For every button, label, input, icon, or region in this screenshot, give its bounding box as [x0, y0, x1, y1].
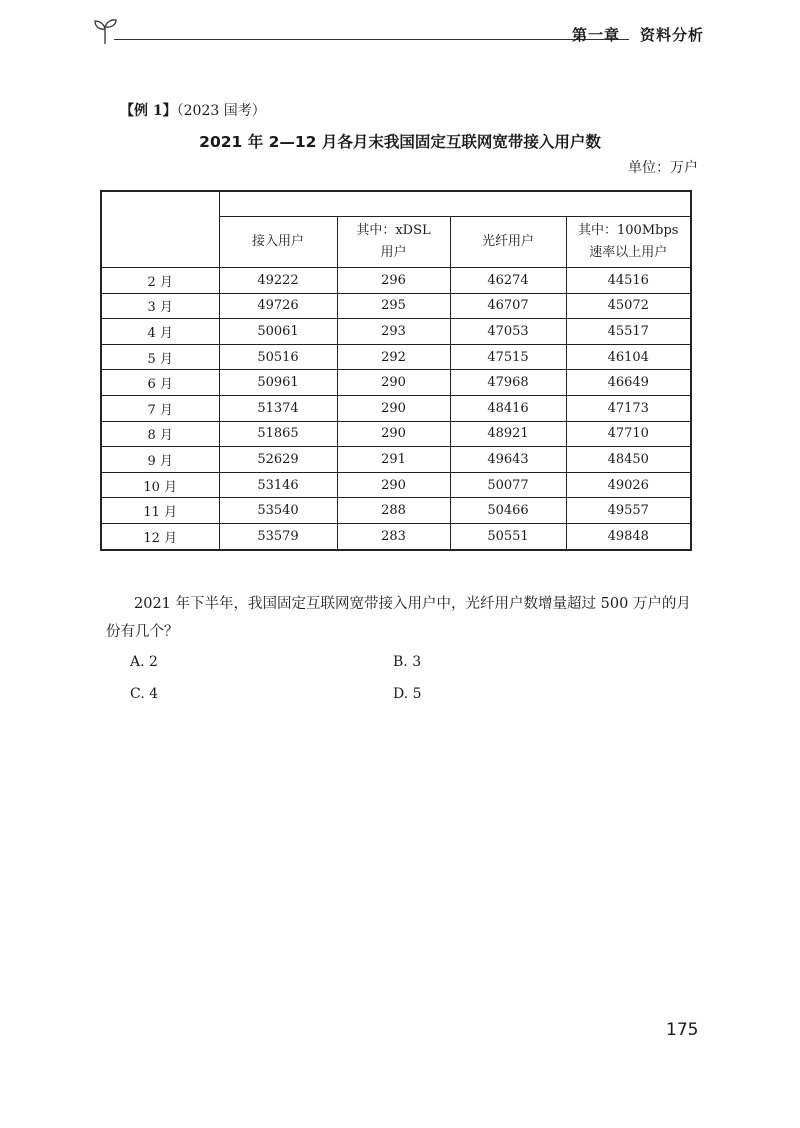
cell-fiber: 48921: [450, 421, 566, 447]
cell-xdsl: 292: [337, 344, 450, 370]
cell-fiber: 47968: [450, 370, 566, 396]
table-row: [101, 472, 691, 498]
example-source: （2023 国考）: [176, 103, 266, 119]
cell-access: 49222: [219, 268, 337, 294]
table-body: [101, 268, 691, 550]
cell-access: 53579: [219, 523, 337, 549]
cell-access: 49726: [219, 293, 337, 319]
cell-xdsl: 283: [337, 523, 450, 549]
cell-xdsl: 293: [337, 319, 450, 345]
cell-fiber: 50077: [450, 472, 566, 498]
cell-month: 6 月: [101, 370, 219, 396]
table-title: 2021 年 2—12 月各月末我国固定互联网宽带接入用户数: [199, 133, 601, 151]
cell-fiber: 46274: [450, 268, 566, 294]
cell-100mbps: 49557: [566, 498, 691, 524]
cell-100mbps: 46649: [566, 370, 691, 396]
header-100mbps: 其中：100Mbps 速率以上用户: [566, 217, 691, 268]
table-top-row: [101, 191, 691, 217]
cell-100mbps: 45072: [566, 293, 691, 319]
cell-access: 52629: [219, 447, 337, 473]
cell-fiber: 50466: [450, 498, 566, 524]
table-row: [101, 293, 691, 319]
cell-month: 12 月: [101, 523, 219, 549]
cell-fiber: 47515: [450, 344, 566, 370]
cell-xdsl: 290: [337, 421, 450, 447]
table-row: [101, 395, 691, 421]
cell-month: 11 月: [101, 498, 219, 524]
section-label: 资料分析: [639, 26, 704, 44]
cell-xdsl: 296: [337, 268, 450, 294]
option-c: C. 4: [130, 686, 159, 702]
cell-xdsl: 290: [337, 370, 450, 396]
cell-month: 2 月: [101, 268, 219, 294]
page-header: [92, 14, 704, 54]
question-text: 2021 年下半年，我国固定互联网宽带接入用户中，光纤用户数增量超过 500 万户的月份有几个？: [106, 596, 691, 640]
cell-100mbps: 49026: [566, 472, 691, 498]
page-number: 175: [666, 1020, 699, 1040]
cell-month: 7 月: [101, 395, 219, 421]
header-spanning-cell: [219, 191, 691, 217]
corner-cell: [101, 191, 219, 268]
cell-100mbps: 44516: [566, 268, 691, 294]
option-d: D. 5: [393, 686, 422, 702]
cell-month: 4 月: [101, 319, 219, 345]
header-xdsl: 其中：xDSL 用户: [337, 217, 450, 268]
cell-month: 10 月: [101, 472, 219, 498]
table-row: [101, 523, 691, 549]
header-divider: [114, 39, 629, 40]
cell-month: 8 月: [101, 421, 219, 447]
cell-access: 50061: [219, 319, 337, 345]
cell-xdsl: 290: [337, 395, 450, 421]
cell-100mbps: 47710: [566, 421, 691, 447]
cell-100mbps: 49848: [566, 523, 691, 549]
chapter-label: 第一章: [571, 26, 620, 44]
header-fiber: 光纤用户: [450, 217, 566, 268]
sprout-icon: [92, 16, 118, 46]
table-row: [101, 498, 691, 524]
cell-access: 53540: [219, 498, 337, 524]
cell-fiber: 49643: [450, 447, 566, 473]
cell-xdsl: 288: [337, 498, 450, 524]
option-a: A. 2: [130, 654, 158, 670]
option-b: B. 3: [393, 654, 422, 670]
cell-access: 53146: [219, 472, 337, 498]
data-table: [100, 190, 692, 551]
header-access: 接入用户: [219, 217, 337, 268]
cell-fiber: 47053: [450, 319, 566, 345]
example-label: 【例 1】: [120, 103, 177, 119]
table-row: [101, 319, 691, 345]
table-unit: 单位：万户: [628, 160, 698, 176]
table-row: [101, 268, 691, 294]
cell-xdsl: 291: [337, 447, 450, 473]
cell-access: 50961: [219, 370, 337, 396]
cell-month: 3 月: [101, 293, 219, 319]
cell-xdsl: 295: [337, 293, 450, 319]
table-row: [101, 370, 691, 396]
cell-month: 9 月: [101, 447, 219, 473]
example-heading: [120, 100, 266, 120]
table-row: [101, 447, 691, 473]
cell-access: 51865: [219, 421, 337, 447]
cell-fiber: 46707: [450, 293, 566, 319]
cell-fiber: 50551: [450, 523, 566, 549]
cell-access: 50516: [219, 344, 337, 370]
cell-100mbps: 47173: [566, 395, 691, 421]
cell-fiber: 48416: [450, 395, 566, 421]
cell-access: 51374: [219, 395, 337, 421]
cell-100mbps: 45517: [566, 319, 691, 345]
table-row: [101, 421, 691, 447]
cell-xdsl: 290: [337, 472, 450, 498]
table-row: [101, 344, 691, 370]
cell-month: 5 月: [101, 344, 219, 370]
chapter-heading: [572, 24, 704, 45]
cell-100mbps: 48450: [566, 447, 691, 473]
cell-100mbps: 46104: [566, 344, 691, 370]
